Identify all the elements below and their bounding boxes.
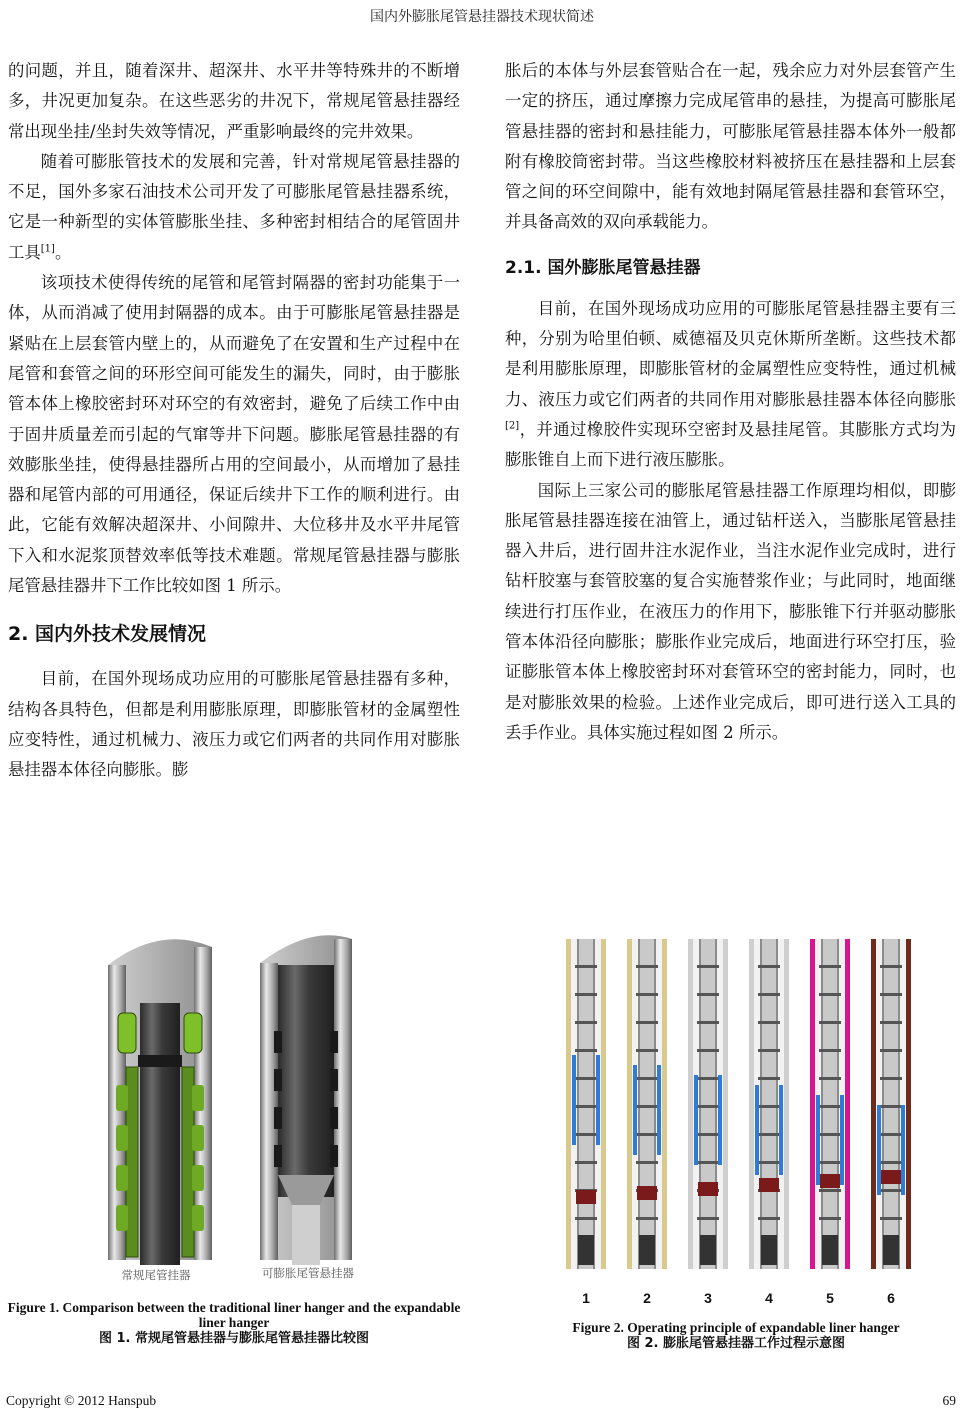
figure-2-caption-zh: 图 2. 膨胀尾管悬挂器工作过程示意图 (626, 1336, 846, 1351)
subsection-heading: 2.1. 国外膨胀尾管悬挂器 (505, 257, 701, 278)
stage-number-label: 2 (643, 1290, 651, 1306)
page-number: 69 (942, 1393, 956, 1408)
stage-number-label: 3 (704, 1290, 712, 1306)
paragraph: 的问题，并且，随着深井、超深井、水平井等特殊井的不断增多，井况更加复杂。在这些恶劣的井况下，常规尾管悬挂器经常出现坐挂/坐封失效等情况，严重影响最终的完井效果。 (8, 61, 460, 141)
figure-1-image (100, 925, 400, 1287)
figure-1-caption-en: Figure 1. Comparison between the traditional liner hanger and the expandable liner hanger (7, 1300, 461, 1330)
footer-copyright: Copyright © 2012 Hanspub (6, 1393, 157, 1408)
figure-2-caption (508, 1320, 964, 1353)
expandable-hanger-drawing (260, 935, 352, 1265)
paragraph: 胀后的本体与外层套管贴合在一起，残余应力对外层套管产生一定的挤压，通过摩擦力完成尾管串的悬挂，为提高可膨胀尾管悬挂器的密封和悬挂能力，可膨胀尾管悬挂器本体外一般都附有橡胶筒密封带。当这些橡胶材料被挤压在悬挂器和上层套管之间的环空间隙中，能有效地封隔尾管悬挂器和套管环空，并具备高效的双向承载能力。 (505, 61, 956, 232)
paragraph: 国际上三家公司的膨胀尾管悬挂器工作原理均相似，即膨胀尾管悬挂器连接在油管上，通过钻杆送入，当膨胀尾管悬挂器入井后，进行固井注水泥作业，当注水泥作业完成时，进行钻杆胶塞与套管胶塞的复合实施替浆作业；与此同时，地面继续进行打压作业，在液压力的作用下，膨胀锥下行并驱动膨胀管本体沿径向膨胀；膨胀作业完成后，地面进行环空打压，验证膨胀管本体上橡胶密封环对套管环空的密封能力，同时，也是对膨胀效果的检验。上述作业完成后，即可进行送入工具的丢手作业。具体实施过程如图 2 所示。 (505, 480, 956, 742)
citation-ref[interactable]: [1] (40, 243, 55, 255)
stage-number-label: 6 (887, 1290, 895, 1306)
figure1-label-conventional: 常规尾管挂器 (121, 1268, 191, 1282)
paragraph: 该项技术使得传统的尾管和尾管封隔器的密封功能集于一体，从而消减了使用封隔器的成本。由于可膨胀尾管悬挂器是紧贴在上层套管内壁上的，从而避免了在安置和生产过程中在尾管和套管之间的环形空间可能发生的漏失，同时，由于膨胀管本体上橡胶密封环对环空的有效密封，避免了后续工作中由于固井质量差而引起的气窜等井下问题。膨胀尾管悬挂器的有效膨胀坐挂，使得悬挂器所占用的空间最小，从而增加了悬挂器和尾管内部的可用通径，保证后续井下工作的顺利进行。由此，它能有效解决超深井、小间隙井、大位移井及水平井尾管下入和水泥浆顶替效率低等技术难题。常规尾管悬挂器与膨胀尾管悬挂器井下工作比较如图 1 所示。 (8, 273, 460, 596)
figure-1-caption (6, 1300, 462, 1348)
stage-number-label: 5 (826, 1290, 834, 1306)
figure1-label-expandable: 可膨胀尾管悬挂器 (262, 1266, 354, 1280)
conventional-hanger-drawing (108, 939, 212, 1265)
right-column (505, 56, 956, 748)
figure-1-caption-zh: 图 1. 常规尾管悬挂器与膨胀尾管悬挂器比较图 (98, 1331, 370, 1346)
paragraph: 目前，在国外现场成功应用的可膨胀尾管悬挂器主要有三种，分别为哈里伯顿、威德福及贝克休斯所垄断。这些技术都是利用膨胀原理，即膨胀管材的金属塑性应变特性，通过机械力、液压力或它们两者的共同作用对膨胀悬挂器本体径向膨胀[2]，并通过橡胶件实现环空密封及悬挂尾管。其膨胀方式均为膨胀锥自上而下进行液压膨胀。 (505, 298, 956, 470)
running-header: 国内外膨胀尾管悬挂器技术现状简述 (370, 9, 594, 25)
expandable-hanger-process-illustration (540, 935, 920, 1310)
liner-hanger-comparison-illustration (100, 925, 400, 1287)
stage-number-label: 4 (765, 1290, 773, 1306)
citation-ref[interactable]: [2] (505, 420, 520, 432)
paragraph: 目前，在国外现场成功应用的可膨胀尾管悬挂器有多种，结构各具特色，但都是利用膨胀原理，即膨胀管材的金属塑性应变特性，通过机械力、液压力或它们两者的共同作用对膨胀悬挂器本体径向膨胀。膨 (8, 669, 460, 780)
left-column (8, 56, 460, 786)
section-heading: 2. 国内外技术发展情况 (8, 623, 207, 646)
figure-2-image (540, 935, 920, 1310)
stage-number-label: 1 (582, 1290, 590, 1306)
figure-2-caption-en: Figure 2. Operating principle of expandable liner hanger (572, 1320, 900, 1335)
paragraph: 随着可膨胀管技术的发展和完善，针对常规尾管悬挂器的不足，国外多家石油技术公司开发了可膨胀尾管悬挂器系统，它是一种新型的实体管膨胀坐挂、多种密封相结合的尾管固井工具[1]。 (8, 151, 460, 262)
